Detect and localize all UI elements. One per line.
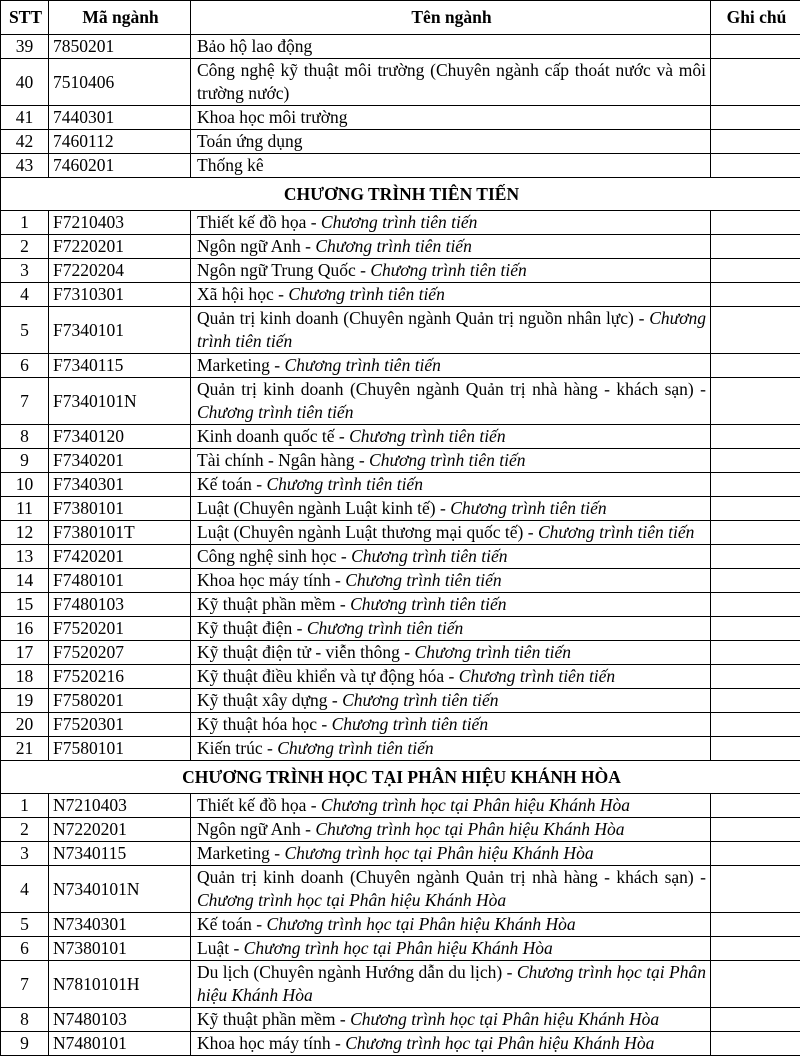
section-row xyxy=(1,761,800,794)
row-name xyxy=(191,665,711,689)
row-name xyxy=(191,794,711,818)
row-code: F7220201 xyxy=(49,235,191,259)
table-row xyxy=(1,473,800,497)
row-name-suffix: Chương trình học tại Phân hiệu Khánh Hòa xyxy=(267,914,576,934)
row-name-suffix: Chương trình học tại Phân hiệu Khánh Hòa xyxy=(244,938,553,958)
row-name-text: Ngôn ngữ Anh - xyxy=(197,819,315,839)
row-code: 7850201 xyxy=(49,35,191,59)
row-name-suffix: Chương trình tiên tiến xyxy=(315,236,471,256)
row-code: F7380101T xyxy=(49,521,191,545)
row-note xyxy=(711,425,800,449)
row-name-text: Kiến trúc - xyxy=(197,738,277,758)
row-name xyxy=(191,130,711,154)
row-name-suffix: Chương trình học tại Phân hiệu Khánh Hòa xyxy=(197,890,506,910)
row-stt: 6 xyxy=(1,937,49,961)
row-code: F7340120 xyxy=(49,425,191,449)
row-stt: 15 xyxy=(1,593,49,617)
table-row xyxy=(1,259,800,283)
row-name-text: Kỹ thuật phần mềm - xyxy=(197,594,350,614)
row-name xyxy=(191,937,711,961)
row-name-suffix: Chương trình tiên tiến xyxy=(277,738,433,758)
row-name-text: Luật (Chuyên ngành Luật kinh tế) - xyxy=(197,498,450,518)
row-note xyxy=(711,307,800,354)
row-name-suffix: Chương trình tiên tiến xyxy=(459,666,615,686)
row-name xyxy=(191,545,711,569)
row-note xyxy=(711,713,800,737)
row-note xyxy=(711,378,800,425)
row-note xyxy=(711,521,800,545)
row-name xyxy=(191,842,711,866)
row-name xyxy=(191,737,711,761)
row-note xyxy=(711,737,800,761)
table-row xyxy=(1,497,800,521)
table-row xyxy=(1,545,800,569)
table-row xyxy=(1,665,800,689)
row-stt: 2 xyxy=(1,235,49,259)
row-code: F7340101N xyxy=(49,378,191,425)
row-note xyxy=(711,211,800,235)
table-row xyxy=(1,913,800,937)
row-code: F7220204 xyxy=(49,259,191,283)
row-name-suffix: Chương trình tiên tiến xyxy=(450,498,606,518)
row-stt: 8 xyxy=(1,425,49,449)
row-stt: 4 xyxy=(1,866,49,913)
row-code: N7340301 xyxy=(49,913,191,937)
row-code: 7510406 xyxy=(49,59,191,106)
row-code: F7480101 xyxy=(49,569,191,593)
table-row xyxy=(1,283,800,307)
row-stt: 43 xyxy=(1,154,49,178)
row-note xyxy=(711,130,800,154)
table-row xyxy=(1,961,800,1008)
row-name xyxy=(191,818,711,842)
row-code: F7580201 xyxy=(49,689,191,713)
row-code: N7210403 xyxy=(49,794,191,818)
row-name-text: Marketing - xyxy=(197,355,284,375)
table-row xyxy=(1,521,800,545)
row-name-suffix: Chương trình tiên tiến xyxy=(350,594,506,614)
row-note xyxy=(711,35,800,59)
row-name-text: Kỹ thuật điều khiển và tự động hóa - xyxy=(197,666,459,686)
row-note xyxy=(711,1032,800,1056)
row-note xyxy=(711,354,800,378)
row-code: 7460112 xyxy=(49,130,191,154)
row-name-suffix: Chương trình tiên tiến xyxy=(415,642,571,662)
row-name xyxy=(191,617,711,641)
row-name xyxy=(191,235,711,259)
row-name xyxy=(191,35,711,59)
table-row xyxy=(1,713,800,737)
row-note xyxy=(711,665,800,689)
section-title: CHƯƠNG TRÌNH HỌC TẠI PHÂN HIỆU KHÁNH HÒA xyxy=(1,761,800,794)
row-name xyxy=(191,1008,711,1032)
row-name-text: Công nghệ kỹ thuật môi trường (Chuyên ngành cấp thoát nước và môi trường nước) xyxy=(197,60,706,103)
row-name xyxy=(191,259,711,283)
table-row xyxy=(1,130,800,154)
row-name xyxy=(191,449,711,473)
row-name-text: Bảo hộ lao động xyxy=(197,36,312,56)
row-name-suffix: Chương trình học tại Phân hiệu Khánh Hòa xyxy=(345,1033,654,1053)
row-note xyxy=(711,937,800,961)
row-name-suffix: Chương trình học tại Phân hiệu Khánh Hòa xyxy=(197,962,706,1005)
row-note xyxy=(711,794,800,818)
row-note xyxy=(711,866,800,913)
row-stt: 3 xyxy=(1,259,49,283)
row-name-text: Luật - xyxy=(197,938,244,958)
row-name-text: Du lịch (Chuyên ngành Hướng dẫn du lịch) - xyxy=(197,962,517,982)
table-row xyxy=(1,737,800,761)
row-name xyxy=(191,473,711,497)
row-name-text: Kế toán - xyxy=(197,914,267,934)
table-row xyxy=(1,354,800,378)
row-code: N7480101 xyxy=(49,1032,191,1056)
table-row xyxy=(1,593,800,617)
row-name-text: Quản trị kinh doanh (Chuyên ngành Quản trị nhà hàng - khách sạn) - xyxy=(197,379,706,399)
row-name-text: Kỹ thuật hóa học - xyxy=(197,714,332,734)
row-note xyxy=(711,545,800,569)
row-stt: 13 xyxy=(1,545,49,569)
row-name xyxy=(191,866,711,913)
table-row xyxy=(1,59,800,106)
row-note xyxy=(711,59,800,106)
row-stt: 8 xyxy=(1,1008,49,1032)
row-name-suffix: Chương trình tiên tiến xyxy=(197,402,353,422)
row-note xyxy=(711,259,800,283)
table-row xyxy=(1,154,800,178)
row-name-suffix: Chương trình tiên tiến xyxy=(321,212,477,232)
row-stt: 9 xyxy=(1,1032,49,1056)
row-name xyxy=(191,283,711,307)
row-stt: 5 xyxy=(1,307,49,354)
table-body xyxy=(1,35,800,1056)
row-code: N7340115 xyxy=(49,842,191,866)
row-note xyxy=(711,106,800,130)
row-stt: 21 xyxy=(1,737,49,761)
row-name xyxy=(191,497,711,521)
row-note xyxy=(711,497,800,521)
row-stt: 42 xyxy=(1,130,49,154)
row-name-suffix: Chương trình học tại Phân hiệu Khánh Hòa xyxy=(321,795,630,815)
row-name xyxy=(191,1032,711,1056)
row-note xyxy=(711,569,800,593)
table-row xyxy=(1,617,800,641)
row-note xyxy=(711,1008,800,1032)
row-name xyxy=(191,961,711,1008)
row-name xyxy=(191,593,711,617)
row-name xyxy=(191,713,711,737)
row-name-suffix: Chương trình tiên tiến xyxy=(332,714,488,734)
row-stt: 7 xyxy=(1,961,49,1008)
row-stt: 18 xyxy=(1,665,49,689)
row-code: 7440301 xyxy=(49,106,191,130)
row-name xyxy=(191,521,711,545)
row-stt: 3 xyxy=(1,842,49,866)
row-name-suffix: Chương trình học tại Phân hiệu Khánh Hòa xyxy=(284,843,593,863)
row-name-text: Luật (Chuyên ngành Luật thương mại quốc tế) - xyxy=(197,522,538,542)
section-title: CHƯƠNG TRÌNH TIÊN TIẾN xyxy=(1,178,800,211)
row-stt: 40 xyxy=(1,59,49,106)
row-name-suffix: Chương trình tiên tiến xyxy=(342,690,498,710)
row-name-suffix: Chương trình tiên tiến xyxy=(288,284,444,304)
row-name xyxy=(191,569,711,593)
row-name-text: Kỹ thuật xây dựng - xyxy=(197,690,342,710)
row-stt: 9 xyxy=(1,449,49,473)
row-code: F7520216 xyxy=(49,665,191,689)
row-code: F7420201 xyxy=(49,545,191,569)
row-note xyxy=(711,641,800,665)
row-name xyxy=(191,689,711,713)
row-code: N7810101H xyxy=(49,961,191,1008)
row-name xyxy=(191,641,711,665)
row-stt: 11 xyxy=(1,497,49,521)
row-note xyxy=(711,449,800,473)
row-code: F7310301 xyxy=(49,283,191,307)
row-code: N7220201 xyxy=(49,818,191,842)
header-name: Tên ngành xyxy=(191,1,711,35)
row-code: F7340301 xyxy=(49,473,191,497)
row-name xyxy=(191,211,711,235)
table-row xyxy=(1,794,800,818)
row-name-text: Kỹ thuật điện tử - viễn thông - xyxy=(197,642,415,662)
row-stt: 12 xyxy=(1,521,49,545)
row-name-text: Ngôn ngữ Trung Quốc - xyxy=(197,260,370,280)
table-row xyxy=(1,842,800,866)
row-name-text: Quản trị kinh doanh (Chuyên ngành Quản trị nhà hàng - khách sạn) - xyxy=(197,867,706,887)
row-stt: 16 xyxy=(1,617,49,641)
row-code: F7520301 xyxy=(49,713,191,737)
row-name-text: Khoa học máy tính - xyxy=(197,570,345,590)
row-name-text: Công nghệ sinh học - xyxy=(197,546,351,566)
section-row xyxy=(1,178,800,211)
header-stt: STT xyxy=(1,1,49,35)
table-row xyxy=(1,937,800,961)
row-name-text: Kinh doanh quốc tế - xyxy=(197,426,349,446)
row-code: F7380101 xyxy=(49,497,191,521)
row-name-text: Ngôn ngữ Anh - xyxy=(197,236,315,256)
row-name-suffix: Chương trình tiên tiến xyxy=(267,474,423,494)
row-name xyxy=(191,354,711,378)
table-row xyxy=(1,35,800,59)
row-note xyxy=(711,283,800,307)
row-name xyxy=(191,378,711,425)
row-stt: 41 xyxy=(1,106,49,130)
table-row xyxy=(1,569,800,593)
table-row xyxy=(1,866,800,913)
table-row xyxy=(1,211,800,235)
row-name xyxy=(191,106,711,130)
row-code: F7580101 xyxy=(49,737,191,761)
row-name-suffix: Chương trình tiên tiến xyxy=(370,260,526,280)
row-note xyxy=(711,818,800,842)
row-name-suffix: Chương trình tiên tiến xyxy=(351,546,507,566)
row-stt: 17 xyxy=(1,641,49,665)
row-code: 7460201 xyxy=(49,154,191,178)
row-code: F7210403 xyxy=(49,211,191,235)
row-code: N7340101N xyxy=(49,866,191,913)
row-code: F7340201 xyxy=(49,449,191,473)
row-note xyxy=(711,593,800,617)
row-note xyxy=(711,235,800,259)
row-code: F7340115 xyxy=(49,354,191,378)
row-stt: 19 xyxy=(1,689,49,713)
row-stt: 6 xyxy=(1,354,49,378)
table-row xyxy=(1,1008,800,1032)
table-row xyxy=(1,378,800,425)
row-name xyxy=(191,307,711,354)
row-name-text: Kỹ thuật phần mềm - xyxy=(197,1009,350,1029)
row-name-text: Quản trị kinh doanh (Chuyên ngành Quản trị nguồn nhân lực) - xyxy=(197,308,649,328)
row-stt: 20 xyxy=(1,713,49,737)
row-code: F7340101 xyxy=(49,307,191,354)
header-row xyxy=(1,1,800,35)
row-name-suffix: Chương trình học tại Phân hiệu Khánh Hòa xyxy=(315,819,624,839)
row-name-suffix: Chương trình tiên tiến xyxy=(284,355,440,375)
row-name-text: Tài chính - Ngân hàng - xyxy=(197,450,369,470)
row-name-text: Khoa học máy tính - xyxy=(197,1033,345,1053)
row-name-suffix: Chương trình tiên tiến xyxy=(349,426,505,446)
row-name xyxy=(191,154,711,178)
row-stt: 2 xyxy=(1,818,49,842)
row-name-suffix: Chương trình tiên tiến xyxy=(369,450,525,470)
row-name-text: Thiết kế đồ họa - xyxy=(197,795,321,815)
row-note xyxy=(711,913,800,937)
header-note: Ghi chú xyxy=(711,1,800,35)
table-row xyxy=(1,818,800,842)
row-name-text: Marketing - xyxy=(197,843,284,863)
row-stt: 10 xyxy=(1,473,49,497)
table-row xyxy=(1,425,800,449)
row-stt: 1 xyxy=(1,211,49,235)
row-note xyxy=(711,617,800,641)
table-row xyxy=(1,307,800,354)
row-name-text: Xã hội học - xyxy=(197,284,288,304)
table-row xyxy=(1,449,800,473)
table-row xyxy=(1,235,800,259)
row-name-text: Thống kê xyxy=(197,155,264,175)
header-code: Mã ngành xyxy=(49,1,191,35)
table-row xyxy=(1,641,800,665)
row-code: N7380101 xyxy=(49,937,191,961)
row-name xyxy=(191,425,711,449)
table-row xyxy=(1,1032,800,1056)
row-note xyxy=(711,961,800,1008)
row-note xyxy=(711,154,800,178)
row-note xyxy=(711,689,800,713)
row-stt: 1 xyxy=(1,794,49,818)
row-name-text: Kỹ thuật điện - xyxy=(197,618,307,638)
row-name-suffix: Chương trình tiên tiến xyxy=(538,522,694,542)
table-row xyxy=(1,689,800,713)
row-stt: 39 xyxy=(1,35,49,59)
row-name xyxy=(191,913,711,937)
row-stt: 14 xyxy=(1,569,49,593)
row-code: N7480103 xyxy=(49,1008,191,1032)
row-name xyxy=(191,59,711,106)
row-name-text: Kế toán - xyxy=(197,474,267,494)
row-name-text: Khoa học môi trường xyxy=(197,107,347,127)
table-row xyxy=(1,106,800,130)
row-name-text: Toán ứng dụng xyxy=(197,131,302,151)
row-stt: 5 xyxy=(1,913,49,937)
row-name-suffix: Chương trình học tại Phân hiệu Khánh Hòa xyxy=(350,1009,659,1029)
row-name-text: Thiết kế đồ họa - xyxy=(197,212,321,232)
row-name-suffix: Chương trình tiên tiến xyxy=(307,618,463,638)
row-name-suffix: Chương trình tiên tiến xyxy=(345,570,501,590)
row-note xyxy=(711,473,800,497)
row-code: F7520207 xyxy=(49,641,191,665)
row-stt: 4 xyxy=(1,283,49,307)
row-name-suffix: Chương trình tiên tiến xyxy=(197,308,706,351)
row-code: F7480103 xyxy=(49,593,191,617)
row-note xyxy=(711,842,800,866)
row-code: F7520201 xyxy=(49,617,191,641)
row-stt: 7 xyxy=(1,378,49,425)
